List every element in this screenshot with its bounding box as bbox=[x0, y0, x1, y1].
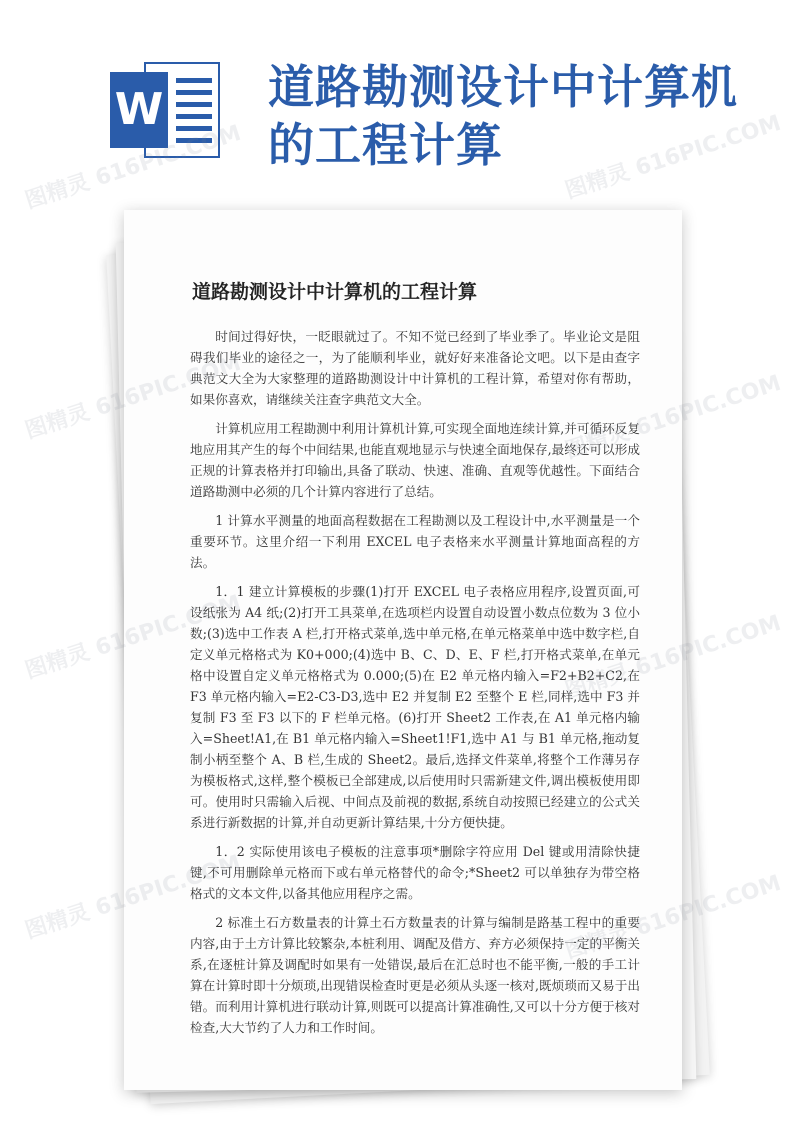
document-title: 道路勘测设计中计算机的工程计算 bbox=[192, 281, 478, 303]
paragraph-section-1-1: 1．1 建立计算模板的步骤(1)打开 EXCEL 电子表格应用程序,设置页面,可设纸张为 A4 纸;(2)打开工具菜单,在选项栏内设置自动设置小数点位数为 3 位小数;(3)选中工作表 A 栏,打开格式菜单,选中单元格,在单元格菜单中选中数字栏,自定义单元格格式为 K0+000;(4)选中 B、C、D、E、F 栏,打开格式菜单,在单元格中设置自定义单元格格式为 0.000;(5)在 E2 单元格内输入=F2+B2+C2,在 F3 单元格内输入=E2-C3-D3,选中 E2 并复制 E2 至整个 E 栏,同样,选中 F3 并复制 F3 至 F3 以下的 F 栏单元格。(6)打开 Sheet2 工作表,在 A1 单元格内输入=Sheet!A1,在 B1 单元格内输入=Sheet1!F1,选中 A1 与 B1 单元格,拖动复制小柄至整个 A、B 栏,生成的 Sheet2。最后,选择文件菜单,将整个工作薄另存为模板格式,这样,整个模板已全部建成,以后使用时只需新建文件,调出模板使用即可。使用时只需输入后视、中间点及前视的数据,系统自动按照已经建立的公式关系进行新数据的计算,并自动更新计算结果,十分方便快捷。 bbox=[190, 584, 640, 830]
watermark: 616PIC.COM bbox=[632, 370, 785, 442]
watermark: 图精灵 616PIC.COM bbox=[562, 110, 785, 205]
paragraph-section-1: 1 计算水平测量的地面高程数据在工程勘测以及工程设计中,水平测量是一个重要环节。这里介绍一下利用 EXCEL 电子表格来水平测量计算地面高程的方法。 bbox=[190, 513, 640, 570]
paragraph-section-2: 2 标准土石方数量表的计算土石方数量表的计算与编制是路基工程中的重要内容,由于土方计算比较繁杂,本桩利用、调配及借方、弃方必须保持一定的平衡关系,在逐桩计算及调配时如果有一处错误,最后在汇总时也不能平衡,一般的手工计算在计算时即十分烦琐,出现错误检查时更是必须从头逐一核对,既烦琐而又易于出错。而利用计算机进行联动计算,则既可以提高计算准确性,又可以十分方便于核对检查,大大节约了人力和工作时间。 bbox=[190, 915, 640, 1035]
document-body bbox=[190, 326, 640, 1046]
paragraph-computer-application: 计算机应用工程勘测中利用计算机计算,可实现全面地连续计算,并可循环反复地应用其产生的每个中间结果,也能直观地显示与快速全面地保存,最终还可以形成正规的计算表格并打印输出,具备了联动、快速、准确、直观等优越性。下面结合道路勘测中必须的几个计算内容进行了总结。 bbox=[190, 421, 640, 499]
header-banner bbox=[0, 0, 800, 200]
watermark: 图精灵 bbox=[22, 399, 93, 445]
paragraph-section-1-2: 1．2 实际使用该电子模板的注意事项*删除字符应用 Del 键或用清除快捷键,不可用删除单元格而下或右单元格替代的命令;*Sheet2 可以单独存为带空格格式的文本文件,以备其他应用程序之需。 bbox=[190, 844, 640, 901]
banner-title: 道路勘测设计中计算机的工程计算 bbox=[268, 60, 738, 172]
watermark: 图精灵 616PIC.COM bbox=[22, 120, 245, 215]
watermark: 图精灵 bbox=[22, 899, 93, 945]
watermark: 图精灵 bbox=[22, 639, 93, 685]
watermark: 616PIC.COM bbox=[632, 870, 785, 942]
document-page bbox=[124, 210, 682, 1090]
word-document-icon bbox=[110, 62, 220, 158]
word-letter-badge: W bbox=[110, 72, 168, 148]
paragraph-intro: 时间过得好快，一眨眼就过了。不知不觉已经到了毕业季了。毕业论文是阻碍我们毕业的途径之一，为了能顺利毕业，就好好来准备论文吧。以下是由查字典范文大全为大家整理的道路勘测设计中计算机的工程计算，希望对你有帮助，如果你喜欢，请继续关注查字典范文大全。 bbox=[190, 329, 640, 407]
watermark: 616PIC.COM bbox=[632, 610, 785, 682]
